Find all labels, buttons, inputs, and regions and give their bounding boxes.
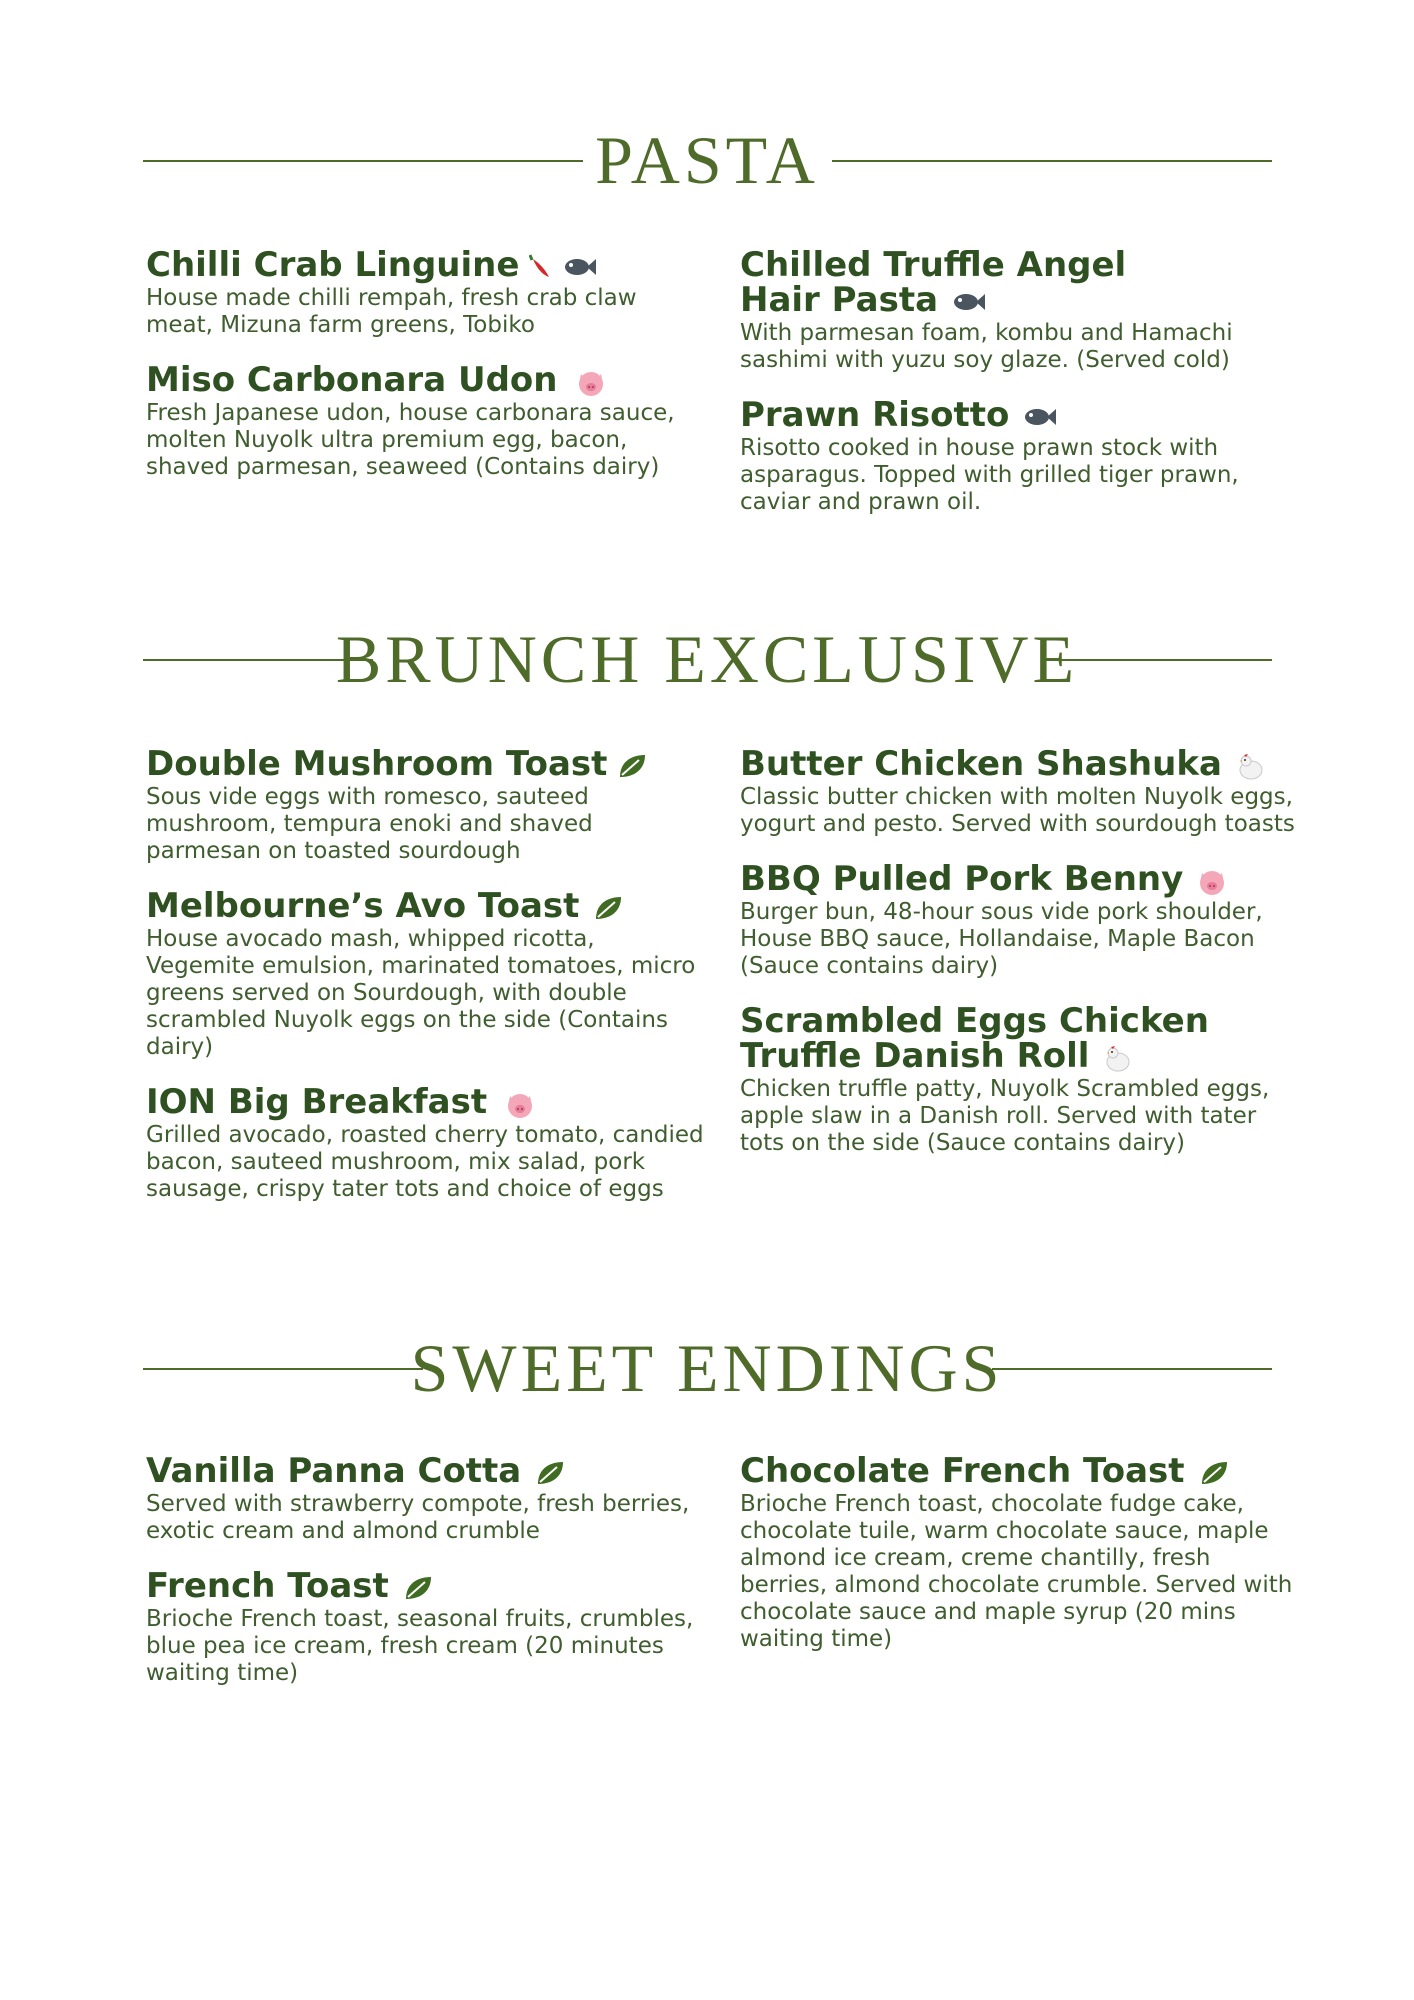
section-title: BRUNCH EXCLUSIVE — [335, 621, 1079, 697]
item-description: Sous vide eggs with romesco, sauteed mushroom, tempura enoki and shaved parmesan on toasted sourdough — [146, 784, 593, 864]
item-description: House made chilli rempah, fresh crab claw meat, Mizuna farm greens, Tobiko — [146, 285, 637, 338]
item-name-text: Chocolate French Toast — [740, 1451, 1185, 1491]
item-name — [740, 1001, 1240, 1076]
chilli-icon — [529, 253, 563, 281]
item-description: Fresh Japanese udon, house carbonara sauce, molten Nuyolk ultra premium egg, bacon, shaved parmesan, seaweed (Contains dairy) — [146, 400, 675, 480]
item-name-text: Melbourne’s Avo Toast — [146, 886, 580, 926]
item-name — [146, 360, 706, 400]
menu-item — [146, 744, 706, 865]
item-name — [146, 744, 706, 784]
item-name-text: Miso Carbonara Udon — [146, 360, 558, 400]
item-name — [740, 744, 1300, 784]
item-description: Risotto cooked in house prawn stock with asparagus. Topped with grilled tiger prawn, caviar and prawn oil. — [740, 435, 1239, 515]
leaf-icon — [535, 1459, 569, 1487]
item-name — [740, 395, 1300, 435]
right-column — [740, 1451, 1300, 1677]
item-description: Brioche French toast, chocolate fudge cake, chocolate tuile, warm chocolate sauce, maple almond ice cream, creme chantilly, fresh berries, almond chocolate crumble. Served with chocolate sauce and maple syrup (20 mins waiting time) — [740, 1491, 1293, 1652]
menu-item — [740, 859, 1300, 980]
right-column — [740, 245, 1300, 540]
left-column — [146, 744, 706, 1227]
section-header — [0, 120, 1414, 200]
item-description: House avocado mash, whipped ricotta, Vegemite emulsion, marinated tomatoes, micro greens served on Sourdough, with double scrambled Nuyolk eggs on the side (Contains dairy) — [146, 926, 696, 1060]
fish-icon — [563, 253, 597, 281]
menu-item — [740, 1451, 1300, 1653]
menu-item — [740, 395, 1300, 516]
section-header — [0, 619, 1414, 699]
item-name-text: Chilled Truffle Angel Hair Pasta — [740, 245, 1127, 320]
item-description: Burger bun, 48-hour sous vide pork shoulder, House BBQ sauce, Hollandaise, Maple Bacon (Sauce contains dairy) — [740, 899, 1263, 979]
item-name — [146, 1566, 706, 1606]
pig-icon — [505, 1090, 539, 1118]
chicken-icon — [1103, 1044, 1137, 1072]
menu-item — [740, 245, 1300, 374]
item-description: Served with strawberry compote, fresh berries, exotic cream and almond crumble — [146, 1491, 690, 1544]
pig-icon — [576, 368, 610, 396]
menu-item — [146, 1566, 706, 1687]
chicken-icon — [1236, 752, 1270, 780]
item-name — [740, 1451, 1300, 1491]
section-title: SWEET ENDINGS — [410, 1330, 1004, 1406]
leaf-icon — [1199, 1459, 1233, 1487]
item-name-text: Scrambled Eggs Chicken Truffle Danish Roll — [740, 1001, 1209, 1076]
pig-icon — [1197, 867, 1231, 895]
section-header — [0, 1328, 1414, 1408]
menu-item — [146, 1082, 706, 1203]
fish-icon — [952, 288, 986, 316]
left-column — [146, 1451, 706, 1711]
menu-item — [146, 1451, 706, 1545]
section-title: PASTA — [595, 122, 819, 198]
leaf-icon — [617, 752, 651, 780]
item-name — [740, 859, 1300, 899]
item-name-text: Double Mushroom Toast — [146, 744, 608, 784]
item-description: Brioche French toast, seasonal fruits, crumbles, blue pea ice cream, fresh cream (20 minutes waiting time) — [146, 1606, 694, 1686]
item-description: Classic butter chicken with molten Nuyolk eggs, yogurt and pesto. Served with sourdough toasts — [740, 784, 1295, 837]
right-column — [740, 744, 1300, 1181]
item-description: With parmesan foam, kombu and Hamachi sashimi with yuzu soy glaze. (Served cold) — [740, 320, 1233, 373]
item-name — [146, 1082, 706, 1122]
item-name-text: Vanilla Panna Cotta — [146, 1451, 522, 1491]
item-name — [146, 886, 706, 926]
item-name — [146, 245, 706, 285]
leaf-icon — [403, 1574, 437, 1602]
leaf-icon — [593, 894, 627, 922]
item-name-text: BBQ Pulled Pork Benny — [740, 859, 1184, 899]
item-name-text: French Toast — [146, 1566, 389, 1606]
fish-icon — [1023, 403, 1057, 431]
item-description: Grilled avocado, roasted cherry tomato, candied bacon, sauteed mushroom, mix salad, pork sausage, crispy tater tots and choice of eggs — [146, 1122, 704, 1202]
menu-item — [740, 744, 1300, 838]
item-name-text: Butter Chicken Shashuka — [740, 744, 1222, 784]
menu-item — [146, 886, 706, 1061]
menu-item — [146, 245, 706, 339]
menu-item — [146, 360, 706, 481]
item-name-text: Chilli Crab Linguine — [146, 245, 520, 285]
item-name-text: Prawn Risotto — [740, 395, 1010, 435]
item-name — [740, 245, 1170, 320]
menu-item — [740, 1001, 1300, 1157]
item-description: Chicken truffle patty, Nuyolk Scrambled eggs, apple slaw in a Danish roll. Served with tater tots on the side (Sauce contains dairy) — [740, 1076, 1270, 1156]
item-name-text: ION Big Breakfast — [146, 1082, 488, 1122]
left-column — [146, 245, 706, 505]
item-name — [146, 1451, 706, 1491]
